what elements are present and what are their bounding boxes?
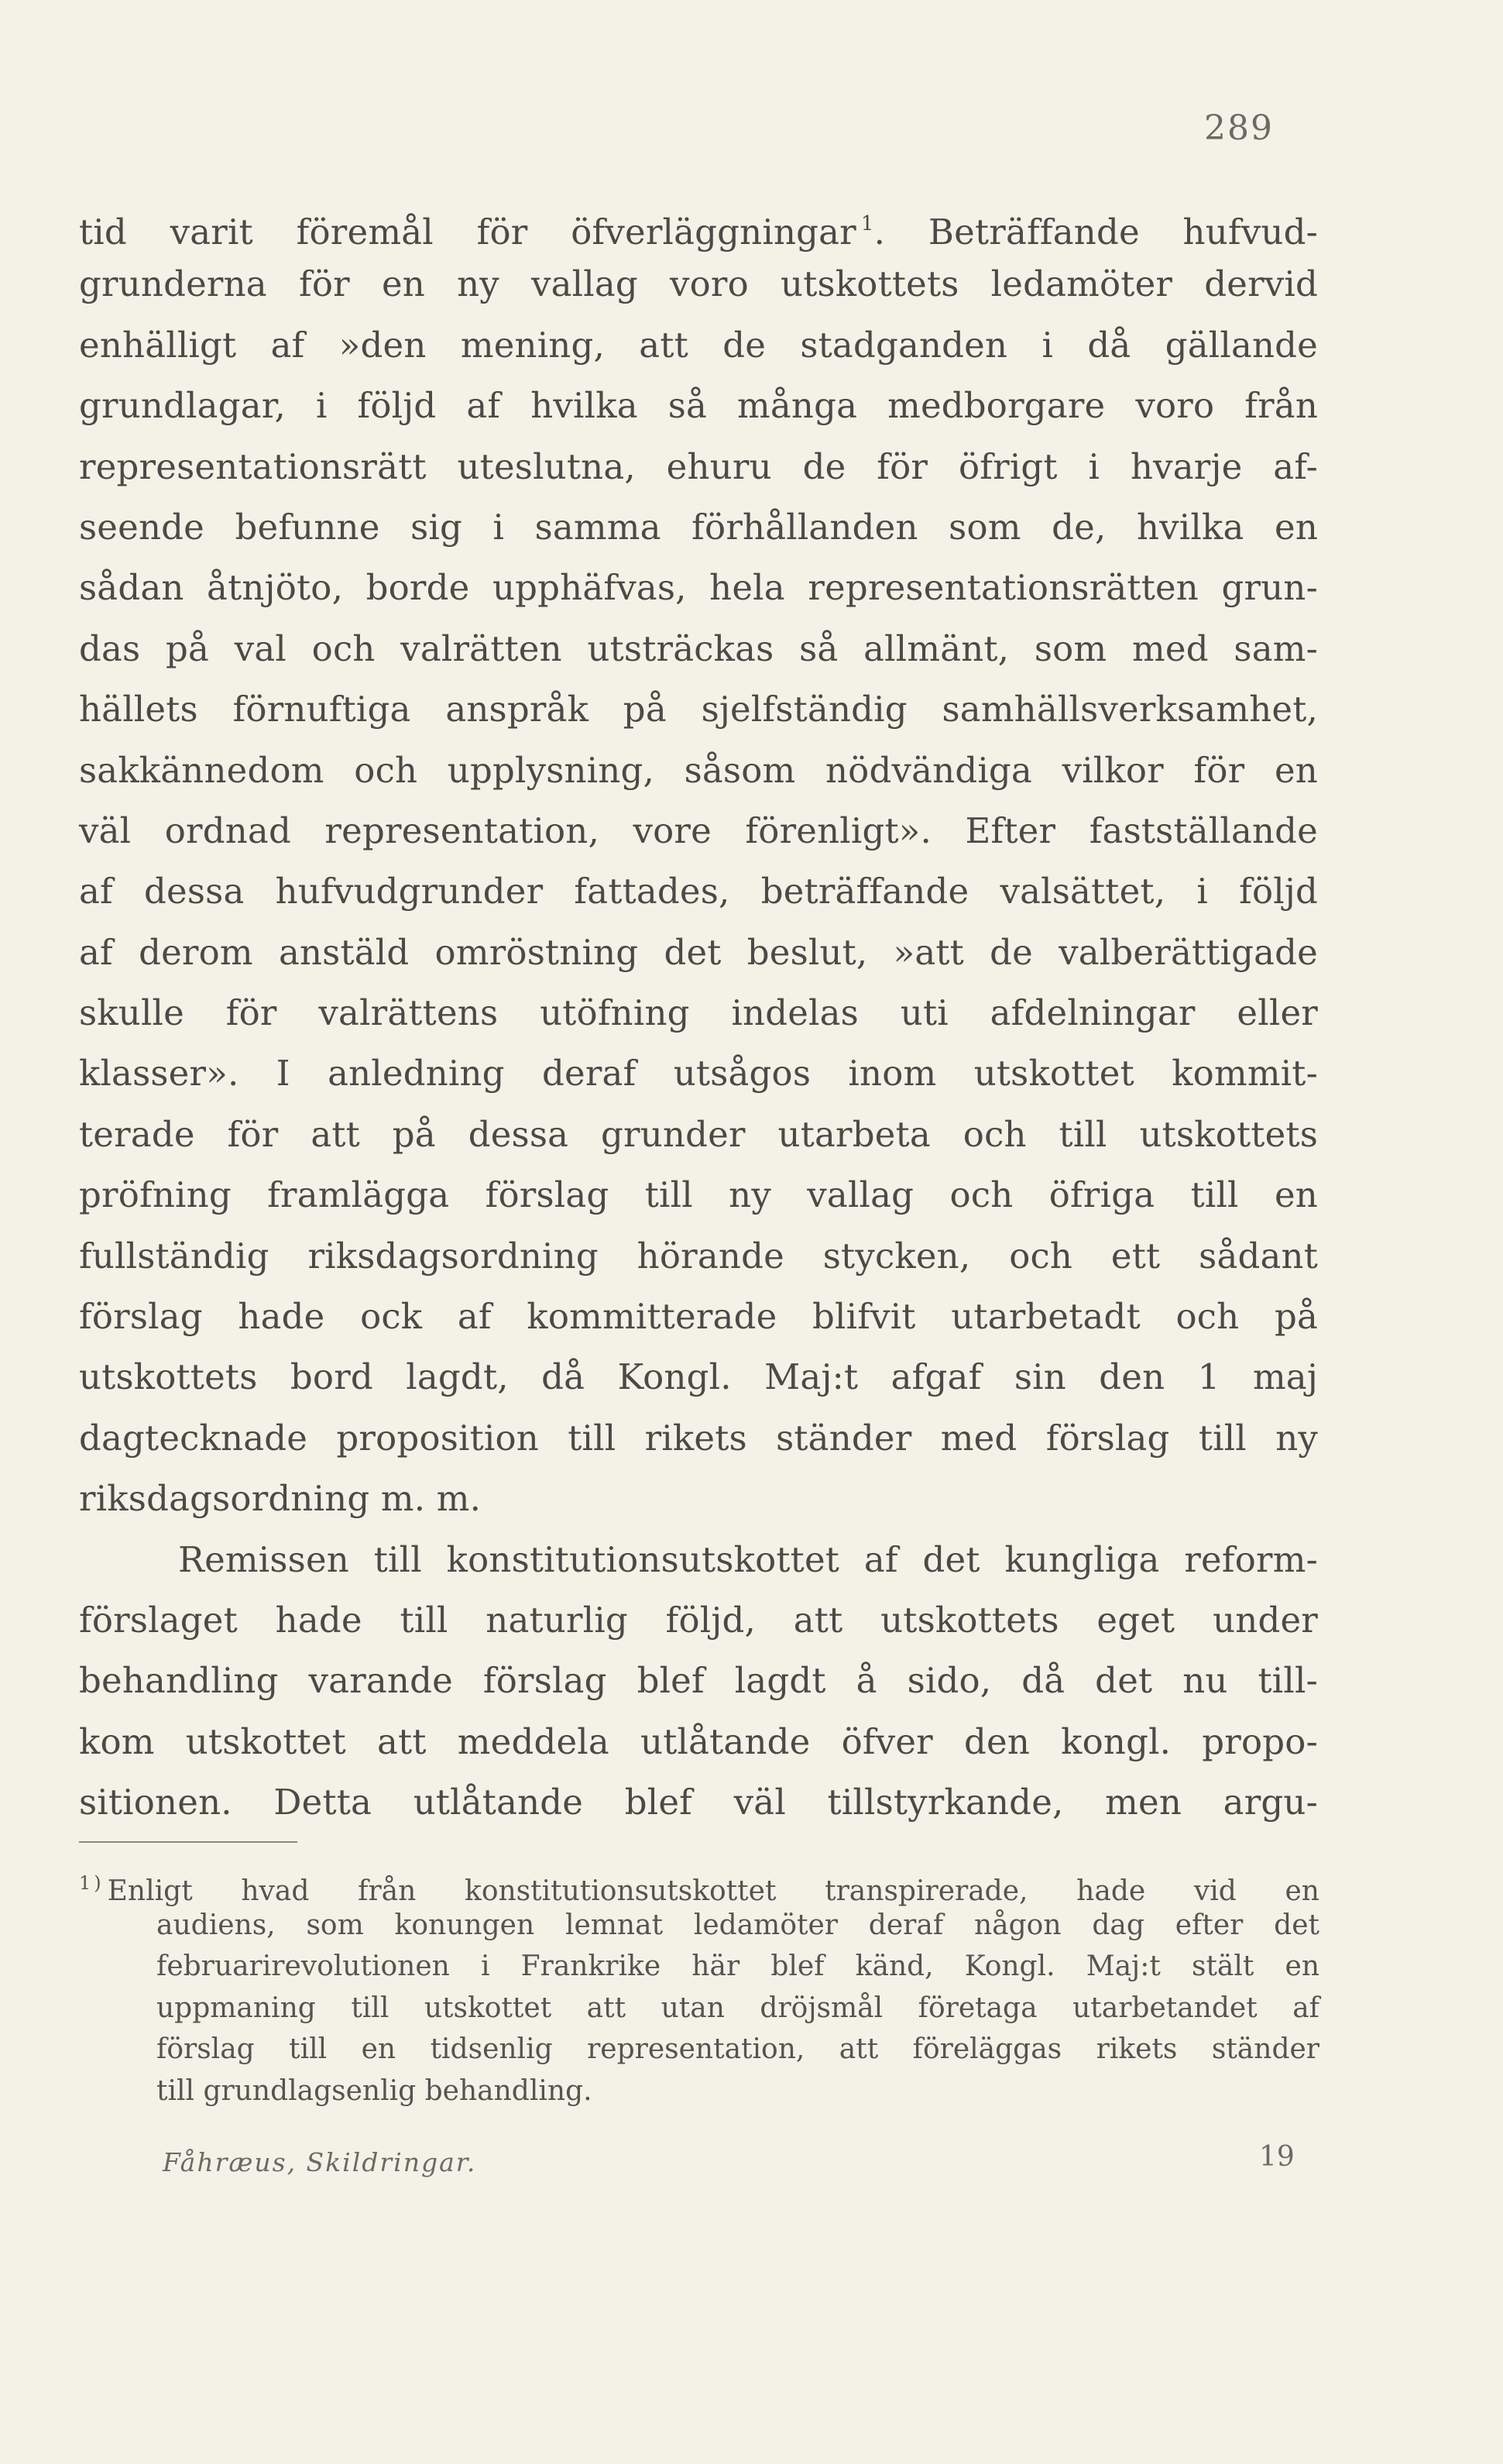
footnote-line: förslag till en tidsenlig representation, att föreläggas rikets ständer	[156, 2033, 1319, 2065]
printer-signature-mark: Fåhræus, Skildringar.	[163, 2147, 477, 2177]
page-number: 289	[1204, 108, 1274, 148]
text-line: kom utskottet att meddela utlåtande öfver den kongl. propo-	[79, 1720, 1318, 1762]
sheet-number: 19	[1259, 2141, 1295, 2173]
footnote-divider	[79, 1841, 297, 1843]
footnote-reference[interactable]: 1	[860, 212, 874, 235]
text-line	[79, 194, 1318, 254]
text-line: enhälligt af »den mening, att de stadganden i då gällande	[79, 324, 1318, 366]
text-line: väl ordnad representation, vore förenligt». Efter fastställande	[79, 809, 1318, 851]
text-line: representationsrätt uteslutna, ehuru de för öfrigt i hvarje af-	[79, 445, 1318, 487]
text-line: fullständig riksdagsordning hörande stycken, och ett sådant	[79, 1235, 1318, 1277]
text-line: seende befunne sig i samma förhållanden som de, hvilka en	[79, 506, 1318, 548]
text-line: dagtecknade proposition till rikets ständer med förslag till ny	[79, 1417, 1318, 1459]
footnote-text: Enligt hvad från konstitutionsutskottet transpirerade, hade vid en	[107, 1875, 1319, 1907]
text-line-start: tid varit föremål för öfverläggningar	[79, 211, 856, 253]
text-line: sådan åtnjöto, borde upphäfvas, hela representationsrätten grun-	[79, 567, 1318, 609]
footnote-line: till grundlagsenlig behandling.	[156, 2074, 592, 2107]
text-line: grunderna för en ny vallag voro utskottets ledamöter dervid	[79, 263, 1318, 305]
text-line: pröfning framlägga förslag till ny vallag och öfriga till en	[79, 1174, 1318, 1216]
body-text	[79, 194, 1318, 1833]
text-line: förslaget hade till naturlig följd, att utskottets eget under	[79, 1599, 1318, 1641]
text-line: das på val och valrätten utsträckas så allmänt, som med sam-	[79, 627, 1318, 669]
footnote-line	[79, 1863, 1319, 1905]
footnote-marker: 1	[79, 1872, 91, 1894]
text-line: af derom anstäld omröstning det beslut, »att de valberättigade	[79, 931, 1318, 973]
footnotes	[79, 1863, 1319, 2112]
footnote-line: februarirevolutionen i Frankrike här blef känd, Kongl. Maj:t stält en	[156, 1950, 1319, 1982]
text-line: skulle för valrättens utöfning indelas uti afdelningar eller	[79, 992, 1318, 1034]
text-line: behandling varande förslag blef lagdt å sido, då det nu till-	[79, 1660, 1318, 1702]
footnote-line: audiens, som konungen lemnat ledamöter deraf någon dag efter det	[156, 1909, 1319, 1941]
text-line-paragraph-start: Remissen till konstitutionsutskottet af det kungliga reform-	[178, 1538, 1318, 1580]
text-line: förslag hade ock af kommitterade blifvit utarbetadt och på	[79, 1296, 1318, 1338]
text-line: sakkännedom och upplysning, såsom nödvändiga vilkor för en	[79, 749, 1318, 791]
text-line: utskottets bord lagdt, då Kongl. Maj:t afgaf sin den 1 maj	[79, 1356, 1318, 1398]
text-line-paragraph-end: riksdagsordning m. m.	[79, 1478, 482, 1520]
text-line: grundlagar, i följd af hvilka så många medborgare voro från	[79, 385, 1318, 427]
footnote-line: uppmaning till utskottet att utan dröjsmål företaga utarbetandet af	[156, 1991, 1319, 2024]
footnote-marker-paren: )	[94, 1872, 101, 1894]
text-line: af dessa hufvudgrunder fattades, beträffande valsättet, i följd	[79, 871, 1318, 912]
text-line: sitionen. Detta utlåtande blef väl tillstyrkande, men argu-	[79, 1782, 1318, 1823]
text-line: klasser». I anledning deraf utsågos inom utskottet kommit-	[79, 1053, 1318, 1095]
text-line-end: . Beträffande hufvud-	[873, 211, 1318, 253]
text-line: terade för att på dessa grunder utarbeta och till utskottets	[79, 1113, 1318, 1155]
text-line: hällets förnuftiga anspråk på sjelfständig samhällsverksamhet,	[79, 689, 1318, 730]
